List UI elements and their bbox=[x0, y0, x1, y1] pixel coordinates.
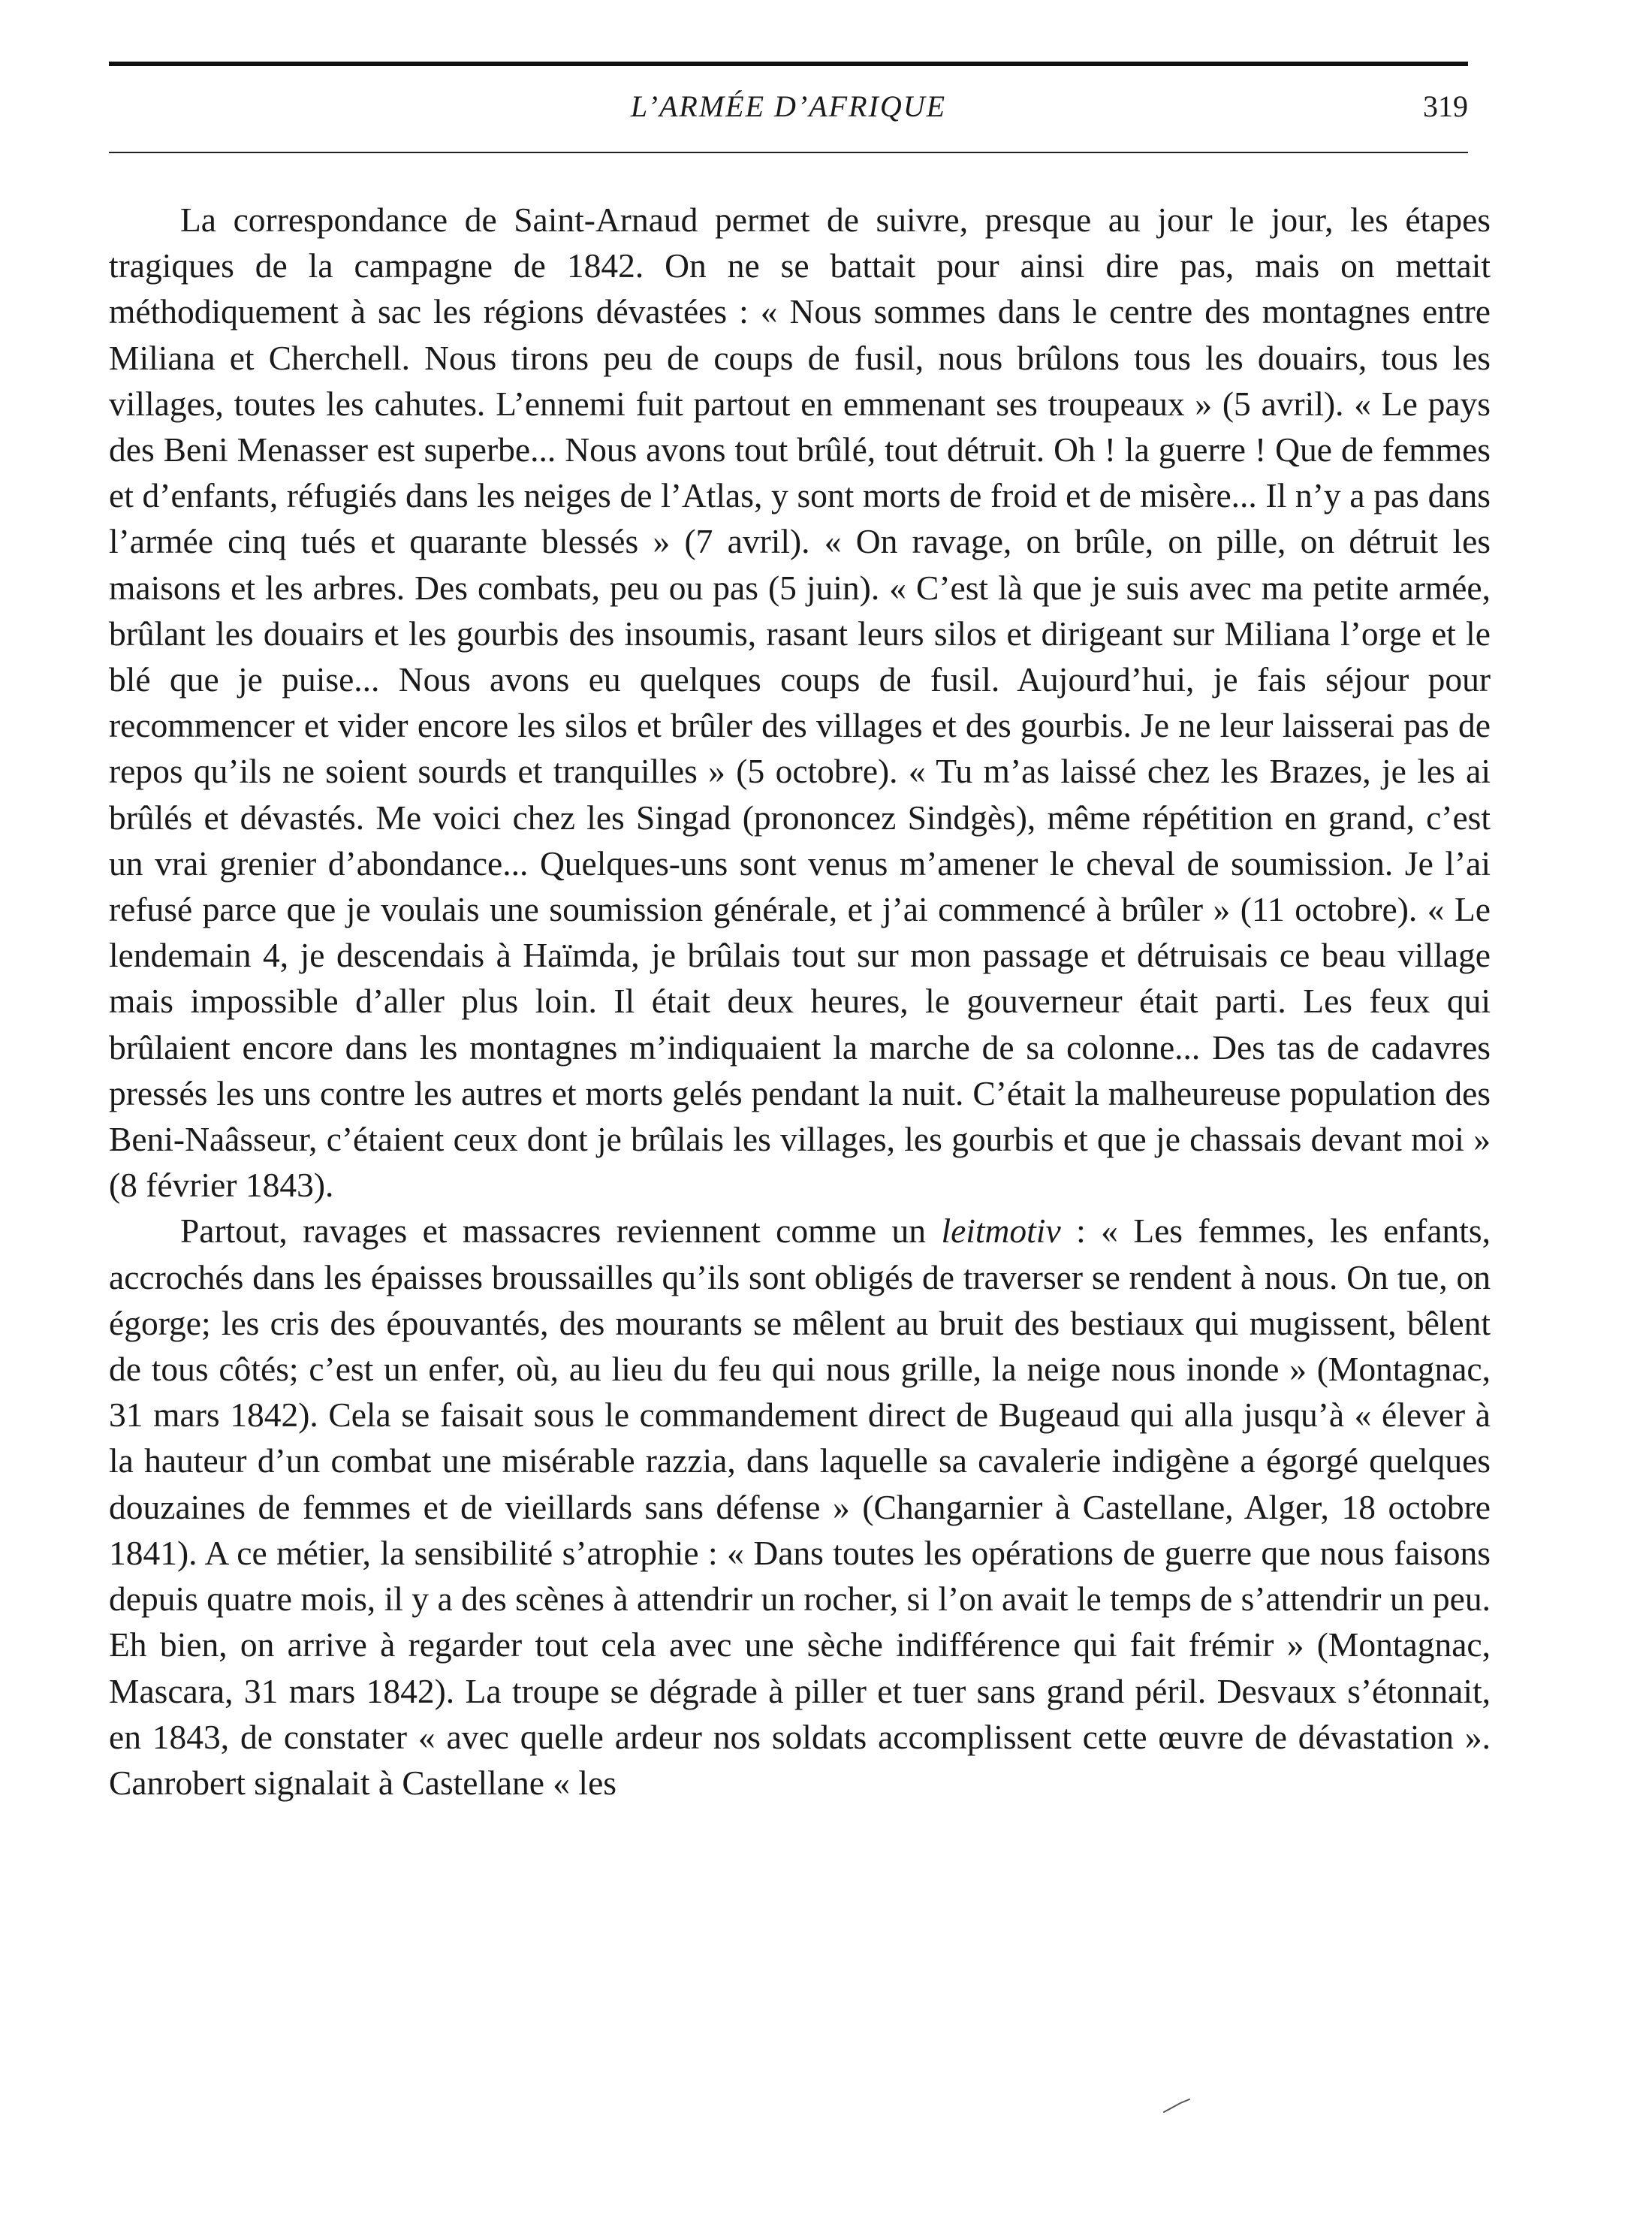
paragraph-2-text-rest: : « Les femmes, les enfants, accrochés dans les épaisses broussailles qu’ils sont obligés de traverser se rendent à nous. On tue, on égorge; les cris des épouvantés, des mourants se mêlent au bruit des bestiaux qui mugissent, bêlent de tous côtés; c’est un enfer, où, au lieu du feu qui nous grille, la neige nous inonde » (Montagnac, 31 mars 1842). Cela se faisait sous le commandement direct de Bugeaud qui alla jusqu’à « élever à la hauteur d’un combat une misérable razzia, dans laquelle sa cavalerie indigène a égorgé quelques douzaines de femmes et de vieillards sans défense » (Changarnier à Castellane, Alger, 18 octobre 1841). A ce métier, la sensibilité s’atrophie : « Dans toutes les opérations de guerre que nous faisons depuis quatre mois, il y a des scènes à attendrir un rocher, si l’on avait le temps de s’attendrir un peu. Eh bien, on arrive à regarder tout cela avec une sèche indifférence qui fait frémir » (Montagnac, Mascara, 31 mars 1842). La troupe se dégrade à piller et tuer sans grand péril. Desvaux s’étonnait, en 1843, de constater « avec quelle ardeur nos soldats accomplissent cette œuvre de dévastation ». Canrobert signalait à Castellane « les bbox=[109, 1212, 1491, 1802]
paragraph-1 bbox=[109, 197, 1491, 1208]
paragraph-1-text: La correspondance de Saint-Arnaud permet de suivre, presque au jour le jour, les étapes tragiques de la campagne de 1842. On ne se battait pour ainsi dire pas, mais on mettait méthodiquement à sac les régions dévastées : « Nous sommes dans le centre des montagnes entre Miliana et Cherchell. Nous tirons peu de coups de fusil, nous brûlons tous les douairs, tous les villages, toutes les cahutes. L’ennemi fuit partout en emmenant ses troupeaux » (5 avril). « Le pays des Beni Menasser est superbe... Nous avons tout brûlé, tout détruit. Oh ! la guerre ! Que de femmes et d’enfants, réfugiés dans les neiges de l’Atlas, y sont morts de froid et de misère... Il n’y a pas dans l’armée cinq tués et quarante blessés » (7 avril). « On ravage, on brûle, on pille, on détruit les maisons et les arbres. Des combats, peu ou pas (5 juin). « C’est là que je suis avec ma petite armée, brûlant les douairs et les gourbis des insoumis, rasant leurs silos et dirigeant sur Miliana l’orge et le blé que je puise... Nous avons eu quelques coups de fusil. Aujourd’hui, je fais séjour pour recommencer et vider encore les silos et brûler des villages et des gourbis. Je ne leur laisserai pas de repos qu’ils ne soient sourds et tranquilles » (5 octobre). « Tu m’as laissé chez les Brazes, je les ai brûlés et dévastés. Me voici chez les Singad (prononcez Sindgès), même répétition en grand, c’est un vrai grenier d’abondance... Quelques-uns sont venus m’amener le cheval de soumission. Je l’ai refusé parce que je voulais une soumission générale, et j’ai commencé à brûler » (11 octobre). « Le lendemain 4, je descendais à Haïmda, je brûlais tout sur mon passage et détruisais ce beau village mais impossible d’aller plus loin. Il était deux heures, le gouverneur était parti. Les feux qui brûlaient encore dans les montagnes m’indiquaient la marche de sa colonne... Des tas de cadavres pressés les uns contre les autres et morts gelés pendant la nuit. C’était la malheureuse population des Beni-Naâsseur, c’étaient ceux dont je brûlais les villages, les gourbis et que je chassais devant moi » (8 février 1843). bbox=[109, 201, 1491, 1205]
paragraph-2-text-start: Partout, ravages et massacres reviennent comme un bbox=[180, 1212, 942, 1251]
body-text bbox=[109, 197, 1491, 1806]
italic-term-leitmotiv: leitmotiv bbox=[941, 1212, 1061, 1251]
header-top-rule bbox=[109, 62, 1468, 66]
header-bottom-rule bbox=[109, 152, 1468, 153]
running-head bbox=[109, 84, 1468, 129]
paragraph-2 bbox=[109, 1208, 1491, 1806]
running-title: L’ARMÉE D’AFRIQUE bbox=[630, 89, 947, 123]
pencil-mark-icon bbox=[1162, 2097, 1192, 2114]
page-number: 319 bbox=[1423, 89, 1468, 123]
